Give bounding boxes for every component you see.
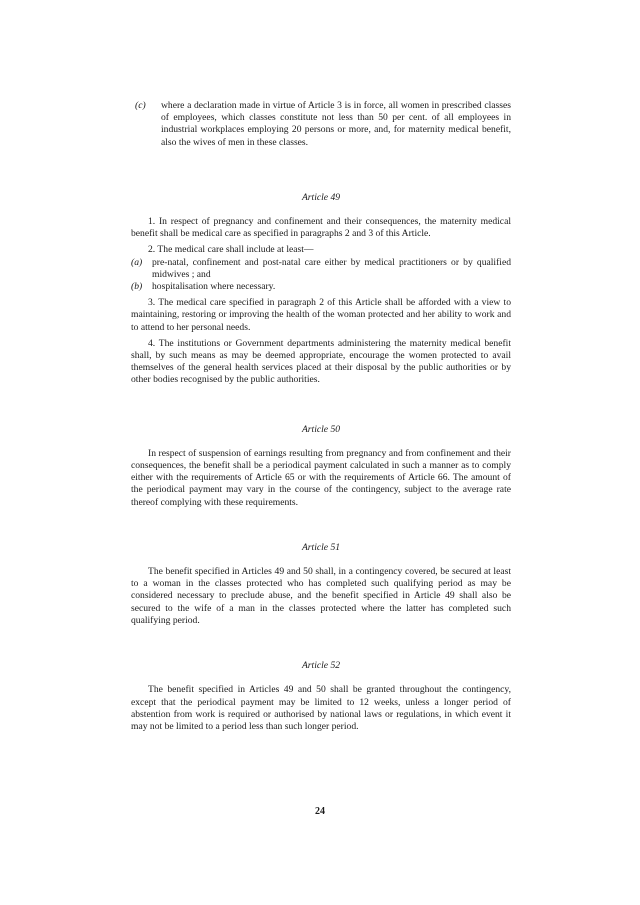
item-marker: (b)	[131, 281, 143, 293]
list-item-b	[131, 281, 511, 293]
article-51-paragraph: The benefit specified in Articles 49 and 50 shall, in a contingency covered, be secured at least to a woman in the classes protected who has completed such qualifying period as may be considered necessary to preclude abuse, and the benefit specified in Article 49 shall also be secured to the wife of a man in the classes protected where the latter has completed such qualifying period.	[131, 566, 511, 626]
article-52-heading: Article 52	[301, 660, 341, 672]
list-item-a	[131, 257, 511, 281]
item-text: hospitalisation where necessary.	[152, 281, 276, 293]
article-50-heading: Article 50	[301, 423, 341, 435]
list-item-c	[131, 100, 511, 149]
item-marker: (a)	[131, 256, 143, 268]
article-49-paragraph-1: 1. In respect of pregnancy and confinement and their consequences, the maternity medical benefit shall be medical care as specified in paragraphs 2 and 3 of this Article.	[131, 216, 511, 240]
page-number: 24	[315, 806, 325, 817]
article-50-paragraph: In respect of suspension of earnings resulting from pregnancy and from confinement and their consequences, the benefit shall be a periodical payment calculated in such a manner as to comply either with the requirements of Article 65 or with the requirements of Article 66. The amount of the periodical payment may vary in the course of the contingency, subject to the average rate thereof complying with these requirements.	[131, 447, 511, 508]
item-text: pre-natal, confinement and post-natal care either by medical practitioners or by qualified midwives ; and	[152, 256, 511, 280]
article-49-paragraph-4: 4. The institutions or Government departments administering the maternity medical benefit shall, by such means as may be deemed appropriate, encourage the women protected to avail themselves of the general health services placed at their disposal by the public authorities or by other bodies recognised by the public authorities.	[131, 337, 511, 386]
document-body	[131, 100, 511, 733]
item-marker: (c)	[135, 100, 146, 111]
article-49-paragraph-2: 2. The medical care shall include at least—	[148, 244, 314, 256]
article-49-heading: Article 49	[301, 191, 341, 203]
article-49-paragraph-3: 3. The medical care specified in paragraph 2 of this Article shall be afforded with a view to maintaining, restoring or improving the health of the woman protected and her ability to work and to attend to her personal needs.	[131, 297, 511, 333]
article-52-paragraph: The benefit specified in Articles 49 and 50 shall be granted throughout the contingency, except that the periodical payment may be limited to 12 weeks, unless a longer period of abstention from work is required or authorised by national laws or regulations, in which event it may not be limited to a period less than such longer period.	[131, 684, 511, 732]
article-51-heading: Article 51	[301, 541, 341, 553]
item-text: where a declaration made in virtue of Article 3 is in force, all women in prescribed classes of employees, which classes constitute not less than 50 per cent. of all employees in industrial workplaces employing 20 persons or more, and, for maternity medical benefit, also the wives of men in these classes.	[161, 100, 511, 148]
